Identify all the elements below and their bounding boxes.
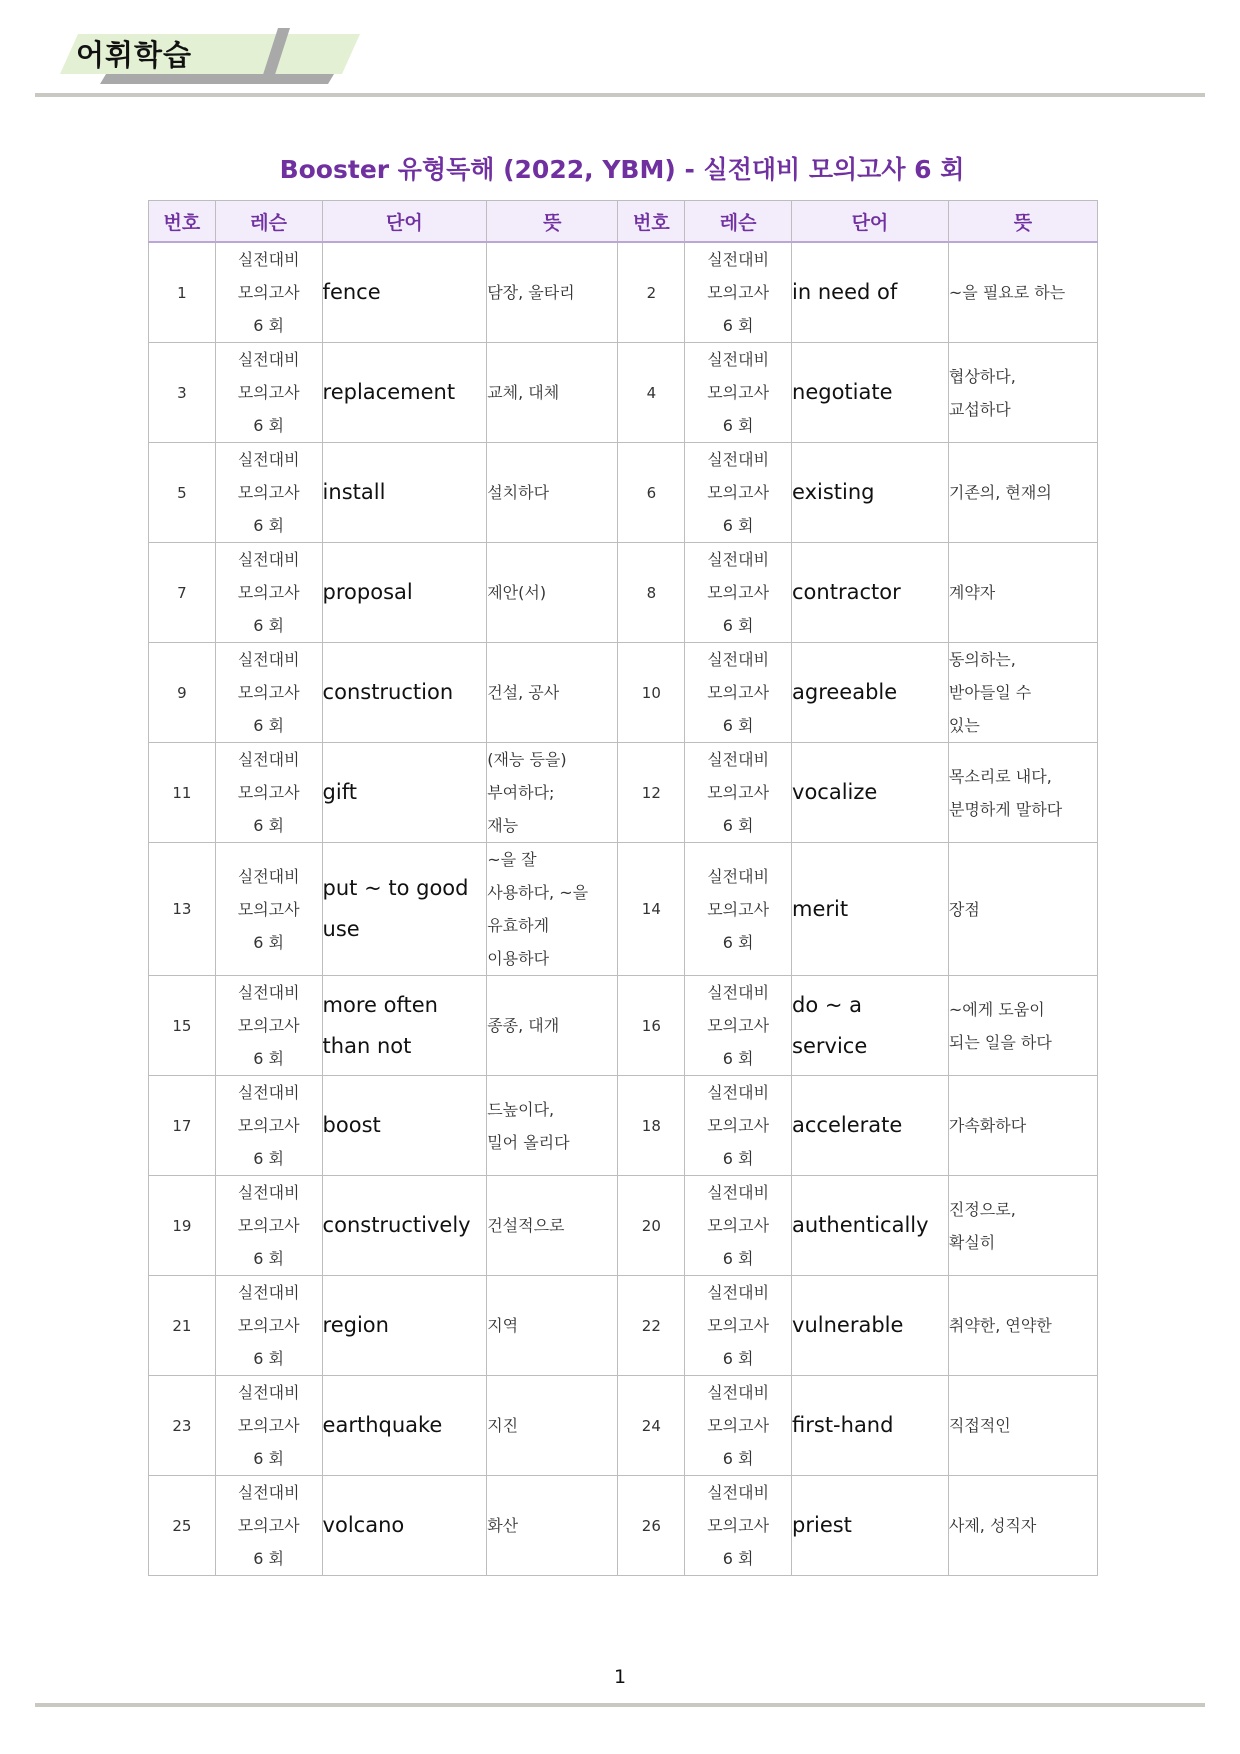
entry-word: earthquake	[322, 1376, 487, 1476]
entry-lesson-line: 모의고사	[237, 283, 300, 302]
entry-lesson-line: 모의고사	[707, 583, 770, 602]
entry-lesson-line: 모의고사	[237, 1516, 300, 1535]
entry-number: 4	[618, 343, 685, 443]
entry-lesson	[685, 743, 792, 843]
column-header-lesson: 레슨	[215, 201, 322, 243]
entry-meaning: 사제, 성직자	[948, 1476, 1097, 1576]
entry-lesson	[685, 843, 792, 976]
table-row	[149, 643, 1098, 743]
entry-lesson-line: 실전대비	[237, 250, 300, 269]
entry-word: fence	[322, 242, 487, 343]
entry-number: 23	[149, 1376, 216, 1476]
entry-number: 17	[149, 1076, 216, 1176]
entry-word: accelerate	[792, 1076, 949, 1176]
entry-word: more often than not	[322, 976, 487, 1076]
entry-lesson-line: 6 회	[722, 516, 754, 535]
entry-meaning: ~을 잘 사용하다, ~을 유효하게 이용하다	[487, 843, 618, 976]
entry-lesson-line: 실전대비	[237, 1283, 300, 1302]
entry-lesson-line: 6 회	[253, 716, 285, 735]
entry-lesson-line: 6 회	[722, 1349, 754, 1368]
document-title: Booster 유형독해 (2022, YBM) - 실전대비 모의고사 6 회	[279, 155, 965, 184]
entry-word: boost	[322, 1076, 487, 1176]
entry-meaning: 취약한, 연약한	[948, 1276, 1097, 1376]
entry-word: proposal	[322, 543, 487, 643]
header-rule	[35, 93, 1205, 97]
entry-lesson-line: 모의고사	[237, 483, 300, 502]
entry-lesson-line: 실전대비	[237, 650, 300, 669]
entry-lesson-line: 6 회	[253, 932, 285, 952]
column-header-lesson: 레슨	[685, 201, 792, 243]
page-number: 1	[613, 1666, 627, 1688]
entry-meaning: 건설, 공사	[487, 643, 618, 743]
entry-lesson-line: 실전대비	[237, 1183, 300, 1202]
entry-lesson	[685, 1476, 792, 1576]
entry-lesson-line: 모의고사	[707, 1316, 770, 1335]
entry-lesson	[685, 443, 792, 543]
entry-lesson-line: 실전대비	[237, 750, 300, 769]
entry-word: construction	[322, 643, 487, 743]
entry-number: 25	[149, 1476, 216, 1576]
entry-lesson-line: 실전대비	[707, 250, 770, 269]
entry-number: 12	[618, 743, 685, 843]
entry-lesson	[215, 1276, 322, 1376]
entry-lesson	[215, 1176, 322, 1276]
entry-number: 8	[618, 543, 685, 643]
entry-lesson-line: 실전대비	[707, 450, 770, 469]
entry-meaning: 교체, 대체	[487, 343, 618, 443]
entry-lesson-line: 실전대비	[707, 1083, 770, 1102]
entry-word: put ~ to good use	[322, 843, 487, 976]
entry-lesson-line: 모의고사	[707, 1016, 770, 1035]
entry-lesson-line: 모의고사	[707, 899, 770, 919]
entry-word: do ~ a service	[792, 976, 949, 1076]
entry-lesson-line: 6 회	[253, 316, 285, 335]
entry-lesson-line: 실전대비	[237, 550, 300, 569]
entry-lesson-line: 모의고사	[707, 1416, 770, 1435]
entry-lesson-line: 실전대비	[707, 1483, 770, 1502]
entry-lesson-line: 모의고사	[707, 483, 770, 502]
vocabulary-table	[148, 200, 1098, 1576]
entry-number: 16	[618, 976, 685, 1076]
entry-lesson	[215, 343, 322, 443]
table-row	[149, 843, 1098, 976]
entry-word: constructively	[322, 1176, 487, 1276]
entry-number: 13	[149, 843, 216, 976]
entry-number: 7	[149, 543, 216, 643]
table-row	[149, 1076, 1098, 1176]
column-header-meaning: 뜻	[487, 201, 618, 243]
entry-lesson-line: 6 회	[253, 616, 285, 635]
table-row	[149, 1376, 1098, 1476]
table-row	[149, 1176, 1098, 1276]
entry-lesson-line: 모의고사	[237, 783, 300, 802]
entry-lesson-line: 모의고사	[237, 383, 300, 402]
entry-meaning: 계약자	[948, 543, 1097, 643]
entry-lesson-line: 실전대비	[707, 1183, 770, 1202]
entry-lesson	[215, 443, 322, 543]
entry-lesson-line: 실전대비	[237, 450, 300, 469]
entry-lesson	[215, 543, 322, 643]
entry-lesson	[685, 1076, 792, 1176]
entry-lesson-line: 6 회	[722, 716, 754, 735]
entry-lesson-line: 실전대비	[707, 350, 770, 369]
entry-lesson-line: 6 회	[253, 1449, 285, 1468]
entry-number: 20	[618, 1176, 685, 1276]
entry-lesson-line: 실전대비	[707, 983, 770, 1002]
entry-meaning: 제안(서)	[487, 543, 618, 643]
entry-lesson-line: 6 회	[253, 1549, 285, 1568]
entry-word: existing	[792, 443, 949, 543]
entry-lesson	[215, 843, 322, 976]
entry-number: 6	[618, 443, 685, 543]
entry-word: priest	[792, 1476, 949, 1576]
entry-meaning: 설치하다	[487, 443, 618, 543]
entry-lesson-line: 실전대비	[237, 1083, 300, 1102]
entry-lesson-line: 실전대비	[707, 866, 770, 886]
entry-word: replacement	[322, 343, 487, 443]
entry-lesson	[215, 1376, 322, 1476]
entry-meaning: 건설적으로	[487, 1176, 618, 1276]
entry-lesson-line: 6 회	[253, 816, 285, 835]
entry-meaning: 드높이다, 밀어 올리다	[487, 1076, 618, 1176]
entry-lesson	[215, 1076, 322, 1176]
entry-number: 10	[618, 643, 685, 743]
entry-lesson-line: 모의고사	[707, 683, 770, 702]
entry-lesson-line: 모의고사	[237, 1216, 300, 1235]
entry-lesson-line: 6 회	[722, 932, 754, 952]
entry-meaning: 동의하는, 받아들일 수 있는	[948, 643, 1097, 743]
header-title: 어휘학습	[76, 38, 193, 72]
entry-lesson-line: 실전대비	[237, 1383, 300, 1402]
entry-lesson-line: 6 회	[722, 616, 754, 635]
entry-lesson-line: 실전대비	[707, 750, 770, 769]
entry-lesson-line: 모의고사	[707, 783, 770, 802]
entry-number: 19	[149, 1176, 216, 1276]
table-row	[149, 976, 1098, 1076]
entry-lesson-line: 실전대비	[707, 1283, 770, 1302]
entry-lesson-line: 6 회	[722, 816, 754, 835]
entry-number: 26	[618, 1476, 685, 1576]
entry-number: 14	[618, 843, 685, 976]
entry-meaning: 협상하다, 교섭하다	[948, 343, 1097, 443]
column-header-meaning: 뜻	[948, 201, 1097, 243]
entry-lesson	[685, 976, 792, 1076]
entry-number: 11	[149, 743, 216, 843]
entry-lesson-line: 모의고사	[237, 683, 300, 702]
entry-lesson	[215, 1476, 322, 1576]
entry-lesson-line: 모의고사	[707, 1116, 770, 1135]
entry-meaning: 담장, 울타리	[487, 242, 618, 343]
entry-lesson	[215, 643, 322, 743]
entry-word: vulnerable	[792, 1276, 949, 1376]
entry-number: 9	[149, 643, 216, 743]
entry-word: gift	[322, 743, 487, 843]
entry-lesson	[685, 1376, 792, 1476]
entry-meaning: 지진	[487, 1376, 618, 1476]
table-row	[149, 743, 1098, 843]
header-banner-shadow	[100, 74, 334, 84]
column-header-word: 단어	[322, 201, 487, 243]
entry-word: authentically	[792, 1176, 949, 1276]
entry-word: volcano	[322, 1476, 487, 1576]
entry-lesson-line: 6 회	[722, 316, 754, 335]
entry-number: 24	[618, 1376, 685, 1476]
entry-lesson	[685, 543, 792, 643]
entry-meaning: 직접적인	[948, 1376, 1097, 1476]
entry-lesson-line: 실전대비	[707, 650, 770, 669]
entry-word: region	[322, 1276, 487, 1376]
entry-lesson-line: 6 회	[722, 1549, 754, 1568]
entry-lesson-line: 6 회	[253, 1249, 285, 1268]
table-body	[149, 242, 1098, 1576]
entry-lesson-line: 모의고사	[237, 583, 300, 602]
entry-lesson-line: 모의고사	[707, 1216, 770, 1235]
entry-lesson-line: 6 회	[722, 416, 754, 435]
table-row	[149, 543, 1098, 643]
entry-lesson-line: 모의고사	[237, 1316, 300, 1335]
footer-rule	[35, 1703, 1205, 1707]
entry-lesson	[685, 242, 792, 343]
entry-word: install	[322, 443, 487, 543]
entry-lesson-line: 6 회	[722, 1049, 754, 1068]
entry-word: negotiate	[792, 343, 949, 443]
entry-number: 5	[149, 443, 216, 543]
entry-number: 18	[618, 1076, 685, 1176]
entry-meaning: 기존의, 현재의	[948, 443, 1097, 543]
entry-lesson-line: 모의고사	[707, 1516, 770, 1535]
entry-word: merit	[792, 843, 949, 976]
table-row	[149, 1276, 1098, 1376]
entry-meaning: 가속화하다	[948, 1076, 1097, 1176]
table-row	[149, 1476, 1098, 1576]
entry-lesson-line: 모의고사	[707, 383, 770, 402]
entry-word: agreeable	[792, 643, 949, 743]
entry-lesson-line: 모의고사	[237, 1016, 300, 1035]
entry-lesson-line: 6 회	[253, 416, 285, 435]
entry-word: contractor	[792, 543, 949, 643]
entry-meaning: 장점	[948, 843, 1097, 976]
table-row	[149, 242, 1098, 343]
entry-lesson-line: 실전대비	[707, 1383, 770, 1402]
entry-lesson-line: 실전대비	[237, 1483, 300, 1502]
entry-lesson	[215, 743, 322, 843]
entry-lesson-line: 실전대비	[237, 350, 300, 369]
entry-number: 21	[149, 1276, 216, 1376]
entry-lesson-line: 실전대비	[237, 983, 300, 1002]
entry-meaning: 지역	[487, 1276, 618, 1376]
column-header-number: 번호	[149, 201, 216, 243]
entry-meaning: 종종, 대개	[487, 976, 618, 1076]
table-row	[149, 343, 1098, 443]
entry-meaning: 진정으로, 확실히	[948, 1176, 1097, 1276]
table-header	[149, 201, 1098, 243]
entry-lesson-line: 6 회	[722, 1149, 754, 1168]
entry-lesson-line: 모의고사	[707, 283, 770, 302]
entry-meaning: ~에게 도움이 되는 일을 하다	[948, 976, 1097, 1076]
entry-lesson-line: 6 회	[722, 1449, 754, 1468]
entry-lesson-line: 6 회	[253, 516, 285, 535]
table-row	[149, 443, 1098, 543]
entry-number: 2	[618, 242, 685, 343]
entry-meaning: 목소리로 내다, 분명하게 말하다	[948, 743, 1097, 843]
table-header-row	[149, 201, 1098, 243]
entry-lesson-line: 실전대비	[707, 550, 770, 569]
entry-lesson-line: 6 회	[253, 1049, 285, 1068]
entry-lesson-line: 모의고사	[237, 899, 300, 919]
entry-lesson-line: 모의고사	[237, 1116, 300, 1135]
column-header-number: 번호	[618, 201, 685, 243]
entry-lesson-line: 6 회	[253, 1349, 285, 1368]
entry-lesson-line: 6 회	[253, 1149, 285, 1168]
entry-lesson	[685, 1176, 792, 1276]
entry-lesson	[215, 242, 322, 343]
entry-number: 22	[618, 1276, 685, 1376]
entry-word: in need of	[792, 242, 949, 343]
entry-meaning: 화산	[487, 1476, 618, 1576]
entry-meaning: (재능 등을) 부여하다; 재능	[487, 743, 618, 843]
entry-lesson-line: 6 회	[722, 1249, 754, 1268]
column-header-word: 단어	[792, 201, 949, 243]
entry-lesson-line: 실전대비	[237, 866, 300, 886]
entry-lesson	[215, 976, 322, 1076]
entry-lesson	[685, 1276, 792, 1376]
entry-number: 3	[149, 343, 216, 443]
entry-meaning: ~을 필요로 하는	[948, 242, 1097, 343]
entry-word: vocalize	[792, 743, 949, 843]
entry-number: 1	[149, 242, 216, 343]
entry-word: first-hand	[792, 1376, 949, 1476]
entry-number: 15	[149, 976, 216, 1076]
entry-lesson	[685, 643, 792, 743]
entry-lesson	[685, 343, 792, 443]
entry-lesson-line: 모의고사	[237, 1416, 300, 1435]
